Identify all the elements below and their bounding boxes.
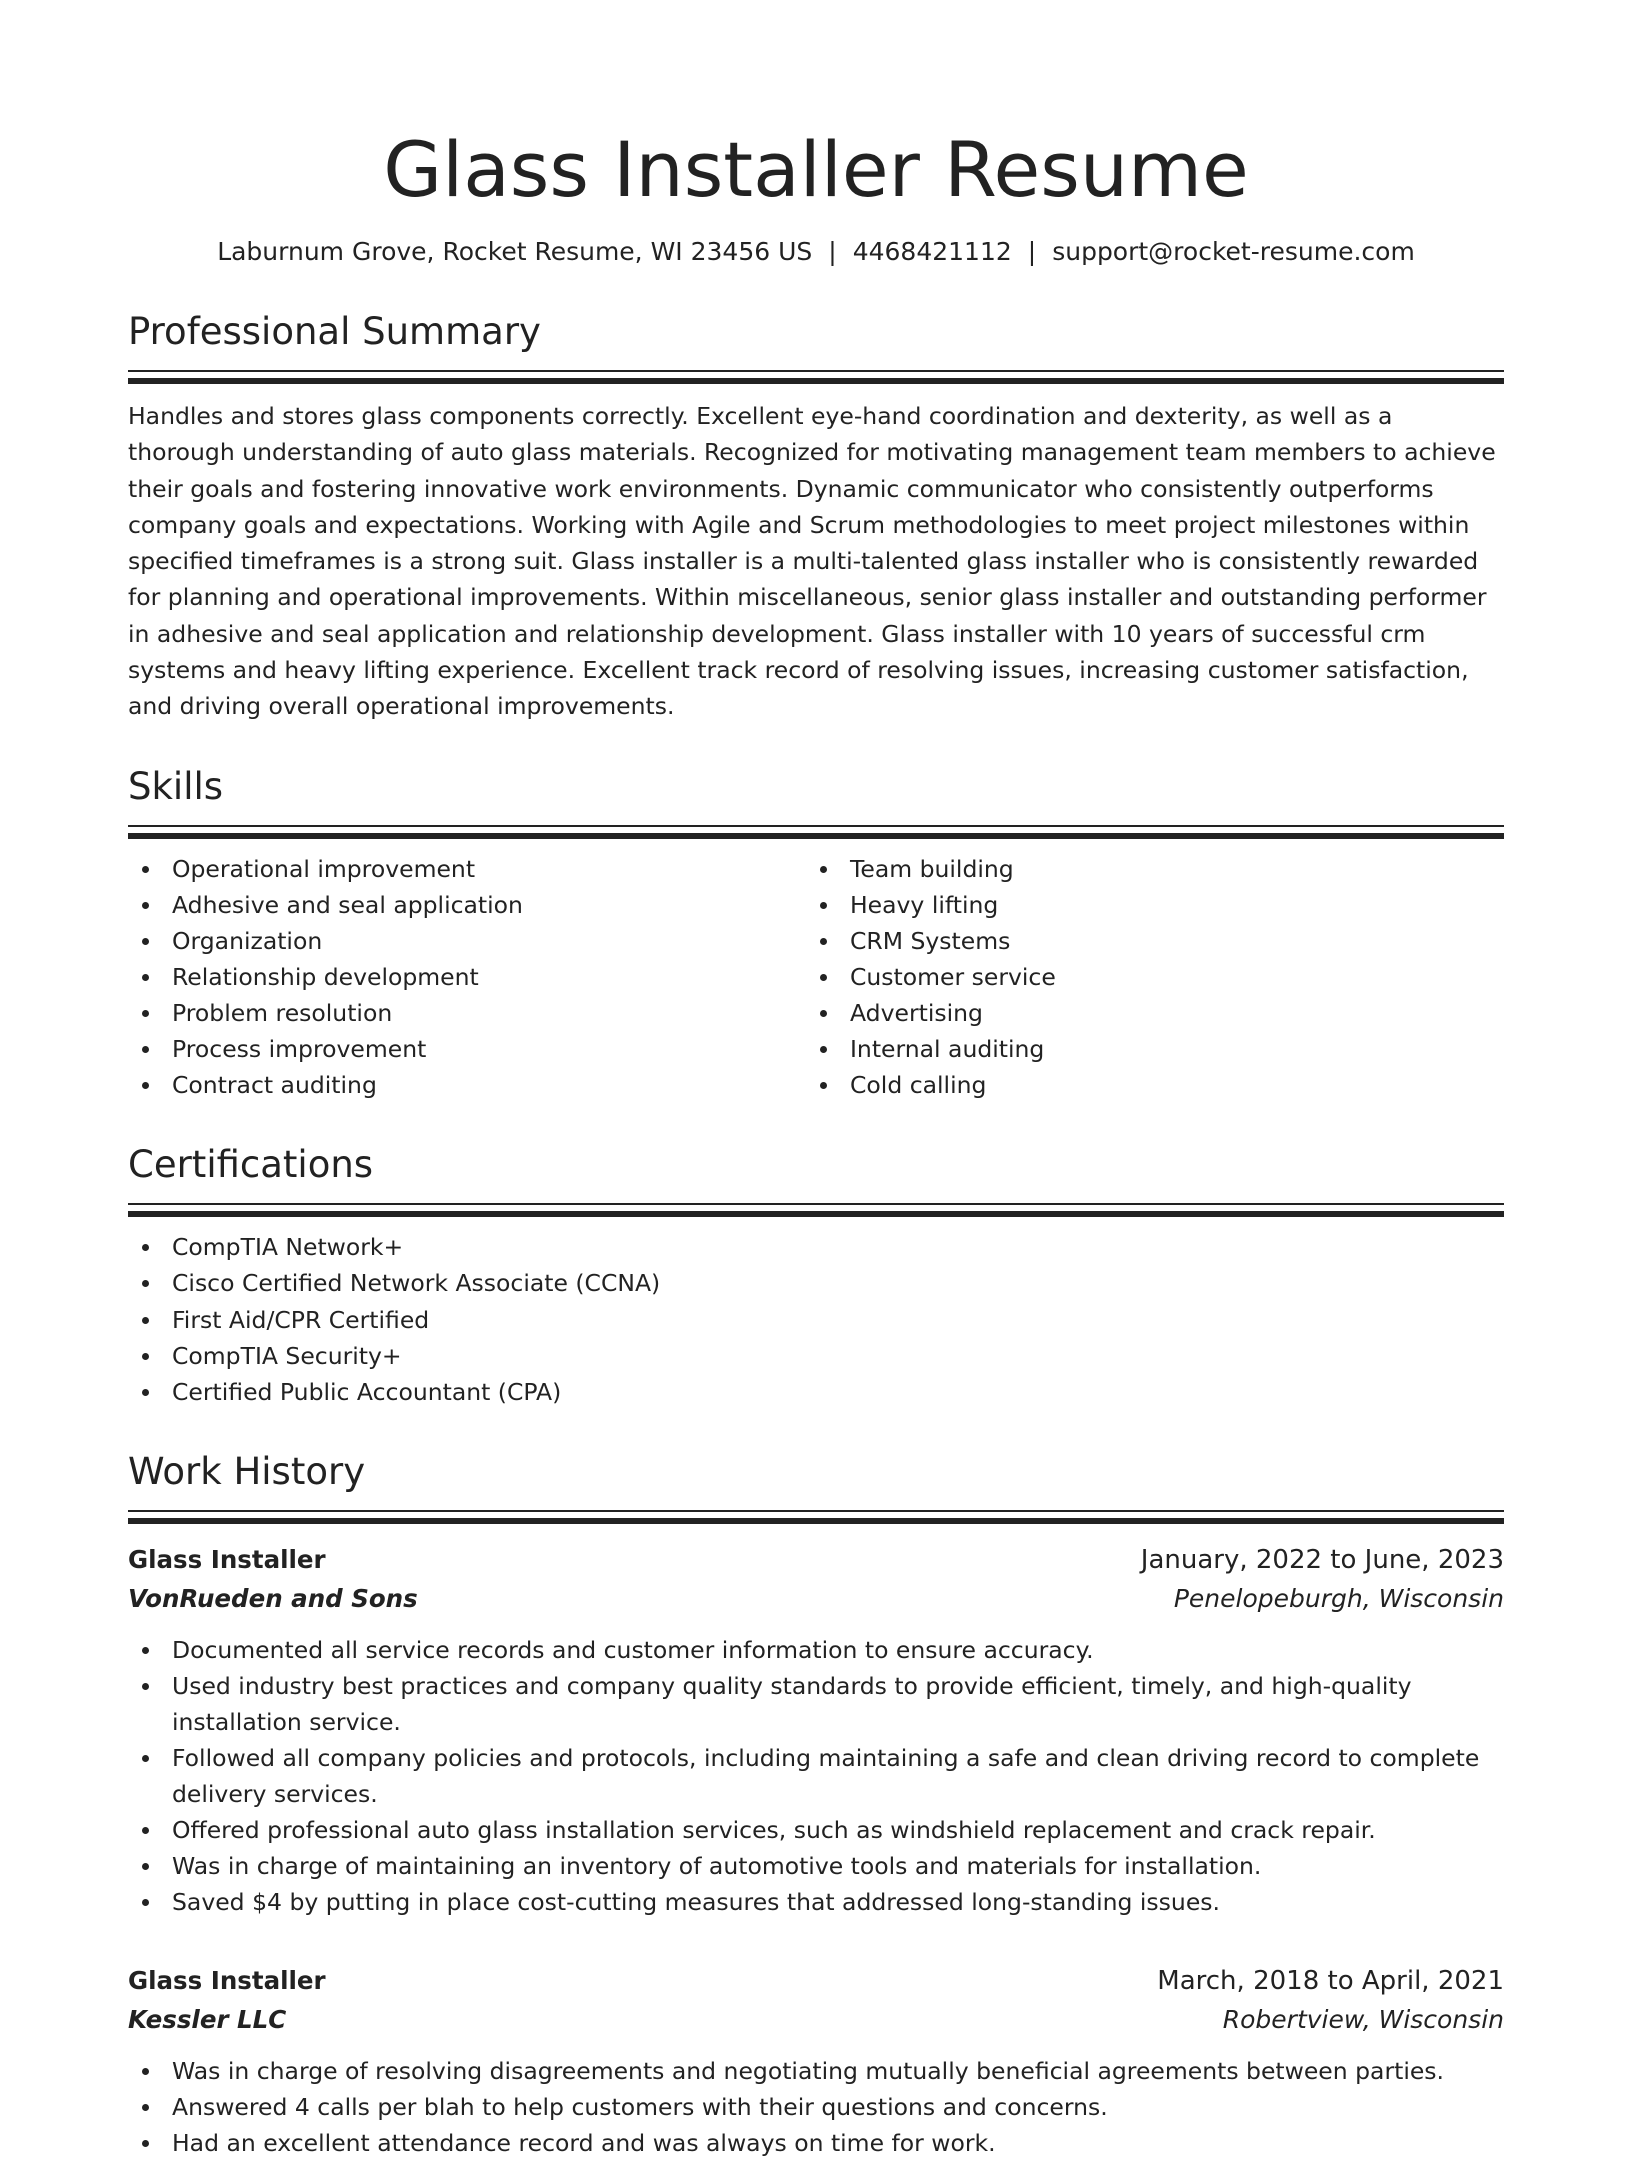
summary-section (128, 308, 1504, 725)
job-title: Glass Installer (128, 1544, 326, 1574)
job-dates: January, 2022 to June, 2023 (1140, 1544, 1504, 1575)
skill-item: Customer service (806, 959, 1484, 995)
skills-list-right (806, 851, 1484, 1104)
certification-item: CompTIA Security+ (128, 1338, 1504, 1374)
certifications-list (128, 1229, 1504, 1409)
skill-item: Contract auditing (128, 1067, 806, 1103)
job-duty: Offered professional auto glass installation services, such as windshield replacement and crack repair. (128, 1812, 1504, 1848)
summary-text: Handles and stores glass components correctly. Excellent eye-hand coordination and dexterity, as well as a thorough understanding of auto glass materials. Recognized for motivating management team members to achieve their goals and fostering innovative work environments. Dynamic communicator who consistently outperforms company goals and expectations. Working with Agile and Scrum methodologies to meet project milestones within specified timeframes is a strong suit. Glass installer is a multi-talented glass installer who is consistently rewarded for planning and operational improvements. Within miscellaneous, senior glass installer and outstanding performer in adhesive and seal application and relationship development. Glass installer with 10 years of successful crm systems and heavy lifting experience. Excellent track record of resolving issues, increasing customer satisfaction, and driving overall operational improvements. (128, 402, 1496, 721)
contact-phone: 4468421112 (852, 237, 1012, 266)
job-duty: Saved $4 by putting in place cost-cutting measures that addressed long-standing issues. (128, 1884, 1504, 1920)
job-duty: Had an excellent attendance record and was always on time for work. (128, 2125, 1504, 2161)
skill-item: Advertising (806, 995, 1484, 1031)
job-dates: March, 2018 to April, 2021 (1157, 1965, 1504, 1996)
contact-address: Laburnum Grove, Rocket Resume, WI 23456 US (217, 237, 813, 266)
job-subheader-row (128, 2001, 1504, 2039)
skills-heading: Skills (128, 764, 224, 808)
skills-grid (128, 851, 1504, 1104)
certification-item: Certified Public Accountant (CPA) (128, 1374, 1504, 1410)
job-duty: Used industry best practices and company quality standards to provide efficient, timely, and high-quality installation service. (128, 1668, 1504, 1740)
certifications-heading: Certifications (128, 1143, 374, 1187)
skill-item: Relationship development (128, 959, 806, 995)
job-header-row (128, 1961, 1504, 2001)
job-duty: Was in charge of resolving disagreements and negotiating mutually beneficial agreements between parties. (128, 2053, 1504, 2089)
job-company: VonRueden and Sons (128, 1583, 418, 1613)
job-subheader-row (128, 1580, 1504, 1618)
resume-title: Glass Installer Resume (383, 125, 1249, 214)
job-duties-list (128, 2053, 1504, 2161)
job-title: Glass Installer (128, 1965, 326, 1995)
summary-heading: Professional Summary (128, 310, 541, 353)
contact-separator: | (828, 237, 837, 266)
certification-item: Cisco Certified Network Associate (CCNA) (128, 1265, 1504, 1301)
skill-item: Internal auditing (806, 1031, 1484, 1067)
skill-item: Adhesive and seal application (128, 887, 806, 923)
section-divider (128, 370, 1504, 384)
contact-email: support@rocket-resume.com (1052, 237, 1415, 266)
skill-item: Team building (806, 851, 1484, 887)
job-header-row (128, 1540, 1504, 1580)
certification-item: First Aid/CPR Certified (128, 1302, 1504, 1338)
job-duties-list (128, 1632, 1504, 1921)
skill-item: Heavy lifting (806, 887, 1484, 923)
section-divider (128, 1203, 1504, 1217)
skills-list-left (128, 851, 806, 1104)
work-history-section (128, 1448, 1504, 2161)
job-duty: Followed all company policies and protocols, including maintaining a safe and clean driving record to complete delivery services. (128, 1740, 1504, 1812)
skill-item: CRM Systems (806, 923, 1484, 959)
section-divider (128, 825, 1504, 839)
work-history-heading: Work History (128, 1449, 366, 1493)
section-divider (128, 1510, 1504, 1524)
job-duty: Answered 4 calls per blah to help customers with their questions and concerns. (128, 2089, 1504, 2125)
skills-section (128, 763, 1504, 1104)
job-duty: Documented all service records and customer information to ensure accuracy. (128, 1632, 1504, 1668)
job-company: Kessler LLC (128, 2004, 287, 2034)
job-duty: Was in charge of maintaining an inventory of automotive tools and materials for installation. (128, 1848, 1504, 1884)
certifications-section (128, 1141, 1504, 1409)
job-entry (128, 1540, 1504, 1921)
contact-line (128, 234, 1504, 270)
skill-item: Problem resolution (128, 995, 806, 1031)
certification-item: CompTIA Network+ (128, 1229, 1504, 1265)
resume-page (128, 120, 1504, 2161)
skill-item: Operational improvement (128, 851, 806, 887)
skill-item: Organization (128, 923, 806, 959)
job-location: Penelopeburgh, Wisconsin (1173, 1583, 1504, 1613)
job-location: Robertview, Wisconsin (1222, 2004, 1504, 2034)
contact-separator: | (1027, 237, 1037, 266)
skill-item: Process improvement (128, 1031, 806, 1067)
job-entry (128, 1961, 1504, 2161)
skill-item: Cold calling (806, 1067, 1484, 1103)
